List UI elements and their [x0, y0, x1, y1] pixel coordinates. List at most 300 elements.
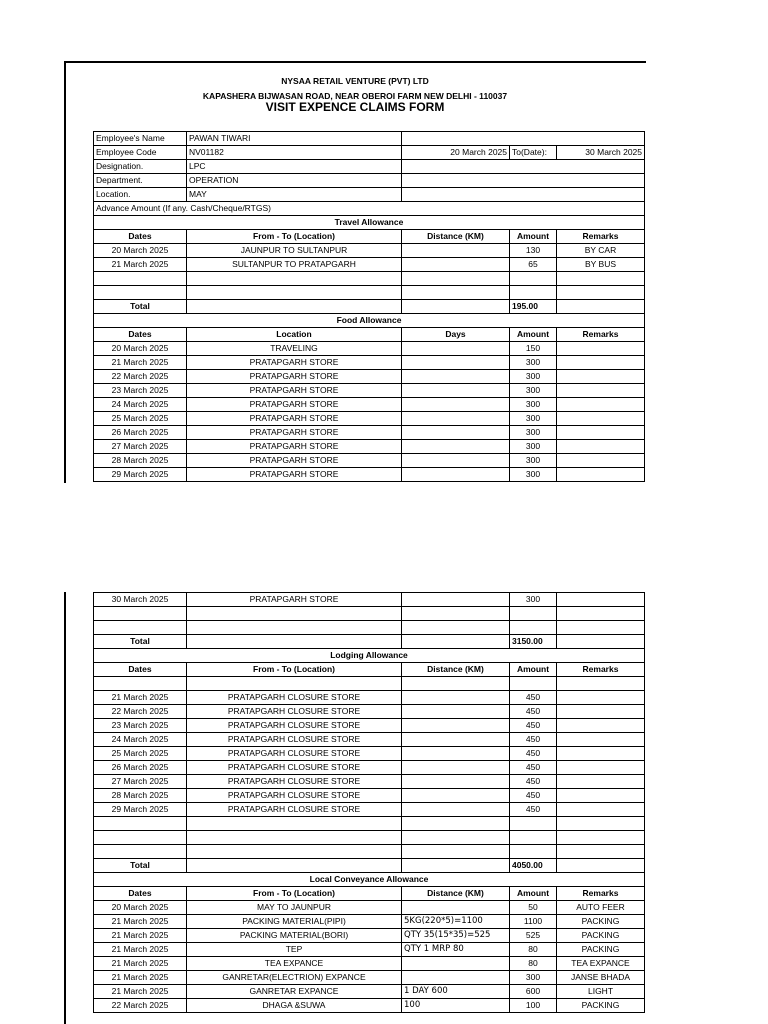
table-row	[94, 356, 645, 370]
table-row	[94, 398, 645, 412]
blank-cell	[402, 621, 510, 635]
advance-label: Advance Amount (If any. Cash/Cheque/RTGS)	[94, 202, 645, 216]
form-page-1	[64, 61, 646, 483]
department-row	[94, 174, 645, 188]
table-cell: PRATAPGARH STORE	[187, 356, 402, 370]
column-header: Days	[402, 328, 510, 342]
table-cell	[402, 426, 510, 440]
table-cell: 21 March 2025	[94, 943, 187, 957]
table-cell: PRATAPGARH STORE	[187, 398, 402, 412]
table-cell	[557, 635, 645, 649]
table-cell: 20 March 2025	[94, 244, 187, 258]
table-cell	[402, 342, 510, 356]
table-cell	[402, 789, 510, 803]
table-cell: PRATAPGARH STORE	[187, 454, 402, 468]
table-row	[94, 943, 645, 957]
table-cell	[557, 412, 645, 426]
table-cell: PRATAPGARH STORE	[187, 412, 402, 426]
table-cell	[402, 957, 510, 971]
table-cell	[402, 244, 510, 258]
column-header: Distance (KM)	[402, 230, 510, 244]
table-cell: 23 March 2025	[94, 384, 187, 398]
blank-cell	[402, 286, 510, 300]
blank-cell	[557, 621, 645, 635]
total-amount: 195.00	[510, 300, 557, 314]
table-cell	[187, 635, 402, 649]
table-cell: 300	[510, 426, 557, 440]
table-cell: 20 March 2025	[94, 342, 187, 356]
table-cell: BY CAR	[557, 244, 645, 258]
column-header: Remarks	[557, 328, 645, 342]
table-cell: 450	[510, 733, 557, 747]
table-cell: 21 March 2025	[94, 957, 187, 971]
table-cell: TEA EXPANCE	[187, 957, 402, 971]
table-cell: 100	[510, 999, 557, 1013]
employee-name-row	[94, 132, 645, 146]
table-cell: 130	[510, 244, 557, 258]
table-row	[94, 244, 645, 258]
table-cell: 24 March 2025	[94, 398, 187, 412]
table-cell	[557, 370, 645, 384]
table-cell	[557, 300, 645, 314]
table-cell	[557, 342, 645, 356]
table-cell: 21 March 2025	[94, 985, 187, 999]
table-cell: PRATAPGARH STORE	[187, 593, 402, 607]
table-cell: 300	[510, 454, 557, 468]
designation-label: Designation.	[94, 160, 187, 174]
location-row	[94, 188, 645, 202]
blank-cell	[402, 272, 510, 286]
header-row	[94, 328, 645, 342]
table-cell	[402, 705, 510, 719]
table-cell	[402, 258, 510, 272]
table-cell: PRATAPGARH CLOSURE STORE	[187, 719, 402, 733]
blank-cell	[510, 831, 557, 845]
table-cell: 450	[510, 761, 557, 775]
blank-cell	[557, 272, 645, 286]
table-cell	[402, 775, 510, 789]
table-row	[94, 342, 645, 356]
table-row	[94, 761, 645, 775]
table-cell	[557, 454, 645, 468]
designation: LPC	[187, 160, 402, 174]
table-cell	[557, 356, 645, 370]
blank-cell	[187, 677, 402, 691]
table-cell	[402, 761, 510, 775]
column-header: Dates	[94, 887, 187, 901]
table-cell: 300	[510, 384, 557, 398]
table-cell: TEP	[187, 943, 402, 957]
table-cell: 21 March 2025	[94, 971, 187, 985]
header-row	[94, 887, 645, 901]
column-header: Amount	[510, 328, 557, 342]
total-row	[94, 859, 645, 873]
table-cell	[402, 593, 510, 607]
table-cell: 50	[510, 901, 557, 915]
blank-cell	[557, 286, 645, 300]
table-cell: 300	[510, 370, 557, 384]
blank-cell	[510, 817, 557, 831]
blank-cell	[510, 621, 557, 635]
total-label: Total	[94, 859, 187, 873]
table-cell: 65	[510, 258, 557, 272]
blank-cell	[94, 677, 187, 691]
header-row	[94, 663, 645, 677]
blank-cell	[94, 621, 187, 635]
table-cell: 21 March 2025	[94, 691, 187, 705]
employee-code-row	[94, 146, 645, 160]
blank-cell	[557, 845, 645, 859]
column-header: From - To (Location)	[187, 230, 402, 244]
blank-cell	[557, 817, 645, 831]
employee-code-label: Employee Code	[94, 146, 187, 160]
column-header: Remarks	[557, 663, 645, 677]
table-cell: 25 March 2025	[94, 412, 187, 426]
table-row	[94, 691, 645, 705]
table-row	[94, 915, 645, 929]
blank-row	[94, 621, 645, 635]
table-cell	[402, 859, 510, 873]
section-title-row	[94, 216, 645, 230]
designation-row	[94, 160, 645, 174]
column-header: From - To (Location)	[187, 663, 402, 677]
table-cell: MAY TO JAUNPUR	[187, 901, 402, 915]
table-cell: PRATAPGARH CLOSURE STORE	[187, 733, 402, 747]
table-row	[94, 999, 645, 1013]
table-cell: QTY 35(15*35)=525	[402, 929, 510, 943]
column-header: Location	[187, 328, 402, 342]
column-header: Dates	[94, 663, 187, 677]
table-row	[94, 412, 645, 426]
table-cell	[402, 719, 510, 733]
table-cell	[402, 747, 510, 761]
table-cell	[402, 733, 510, 747]
table-row	[94, 747, 645, 761]
table-row	[94, 258, 645, 272]
table-cell: 300	[510, 356, 557, 370]
table-cell: LIGHT	[557, 985, 645, 999]
section-title: Food Allowance	[94, 314, 645, 328]
table-cell: 300	[510, 593, 557, 607]
table-cell: 20 March 2025	[94, 901, 187, 915]
column-header: Amount	[510, 230, 557, 244]
table-cell	[402, 132, 645, 146]
table-cell: PRATAPGARH STORE	[187, 370, 402, 384]
table-cell	[557, 719, 645, 733]
blank-cell	[402, 677, 510, 691]
table-cell: QTY 1 MRP 80	[402, 943, 510, 957]
to-date-label: To(Date):	[510, 146, 557, 160]
table-cell	[402, 468, 510, 482]
table-cell: 450	[510, 789, 557, 803]
location: MAY	[187, 188, 402, 202]
table-cell: 22 March 2025	[94, 999, 187, 1013]
blank-cell	[187, 286, 402, 300]
table-cell	[402, 300, 510, 314]
table-row	[94, 985, 645, 999]
table-cell: 600	[510, 985, 557, 999]
table-cell	[187, 300, 402, 314]
table-cell: 26 March 2025	[94, 426, 187, 440]
table-row	[94, 440, 645, 454]
table-row	[94, 971, 645, 985]
blank-row	[94, 272, 645, 286]
blank-cell	[94, 817, 187, 831]
table-cell: 28 March 2025	[94, 454, 187, 468]
table-cell: PACKING MATERIAL(BORI)	[187, 929, 402, 943]
table-cell	[402, 356, 510, 370]
table-cell	[187, 859, 402, 873]
table-cell: 450	[510, 747, 557, 761]
table-cell: PACKING	[557, 929, 645, 943]
blank-cell	[187, 272, 402, 286]
employee-code: NV01182	[187, 146, 402, 160]
table-cell: 30 March 2025	[94, 593, 187, 607]
table-cell	[402, 160, 645, 174]
blank-cell	[94, 845, 187, 859]
table-cell: PRATAPGARH CLOSURE STORE	[187, 747, 402, 761]
form-page-2	[64, 592, 646, 1024]
table-cell: 80	[510, 943, 557, 957]
blank-row	[94, 607, 645, 621]
table-cell	[402, 174, 645, 188]
table-row	[94, 454, 645, 468]
table-cell: 300	[510, 440, 557, 454]
table-cell: 27 March 2025	[94, 775, 187, 789]
table-cell	[557, 789, 645, 803]
column-header: Dates	[94, 230, 187, 244]
total-amount: 3150.00	[510, 635, 557, 649]
table-cell: PACKING	[557, 915, 645, 929]
table-cell	[402, 440, 510, 454]
table-cell	[402, 971, 510, 985]
table-cell: 450	[510, 775, 557, 789]
table-cell	[557, 803, 645, 817]
employee-name: PAWAN TIWARI	[187, 132, 402, 146]
table-cell: DHAGA &SUWA	[187, 999, 402, 1013]
to-date: 30 March 2025	[557, 146, 645, 160]
from-date: 20 March 2025	[402, 146, 510, 160]
table-row	[94, 426, 645, 440]
table-cell: 525	[510, 929, 557, 943]
table-cell: 26 March 2025	[94, 761, 187, 775]
blank-cell	[187, 845, 402, 859]
table-cell: BY BUS	[557, 258, 645, 272]
table-cell: 150	[510, 342, 557, 356]
form-title: VISIT EXPENCE CLAIMS FORM	[265, 100, 445, 114]
header-row	[94, 230, 645, 244]
column-header: From - To (Location)	[187, 887, 402, 901]
table-cell	[402, 188, 645, 202]
table-cell: 80	[510, 957, 557, 971]
table-cell	[402, 398, 510, 412]
blank-cell	[187, 621, 402, 635]
table-cell: PRATAPGARH CLOSURE STORE	[187, 705, 402, 719]
table-cell	[402, 412, 510, 426]
table-cell: 27 March 2025	[94, 440, 187, 454]
blank-row	[94, 677, 645, 691]
blank-cell	[94, 286, 187, 300]
table-cell: JANSE BHADA	[557, 971, 645, 985]
table-row	[94, 901, 645, 915]
table-row	[94, 370, 645, 384]
blank-cell	[94, 607, 187, 621]
table-cell: AUTO FEER	[557, 901, 645, 915]
department-label: Department.	[94, 174, 187, 188]
table-cell	[557, 705, 645, 719]
table-cell: 300	[510, 412, 557, 426]
table-cell: 21 March 2025	[94, 258, 187, 272]
table-cell: 21 March 2025	[94, 915, 187, 929]
table-row	[94, 929, 645, 943]
table-cell: 24 March 2025	[94, 733, 187, 747]
blank-cell	[402, 831, 510, 845]
table-row	[94, 593, 645, 607]
table-cell: 5KG(220*5)=1100	[402, 915, 510, 929]
table-cell: SULTANPUR TO PRATAPGARH	[187, 258, 402, 272]
table-cell: GANRETAR EXPANCE	[187, 985, 402, 999]
table-row	[94, 384, 645, 398]
location-label: Location.	[94, 188, 187, 202]
blank-row	[94, 845, 645, 859]
blank-cell	[557, 677, 645, 691]
table-cell: 100	[402, 999, 510, 1013]
table-cell	[557, 775, 645, 789]
department: OPERATION	[187, 174, 402, 188]
table-cell: 450	[510, 691, 557, 705]
table-row	[94, 705, 645, 719]
table-cell	[557, 384, 645, 398]
total-label: Total	[94, 300, 187, 314]
table-cell	[557, 468, 645, 482]
table-cell: PRATAPGARH CLOSURE STORE	[187, 775, 402, 789]
column-header: Dates	[94, 328, 187, 342]
table-cell	[557, 691, 645, 705]
employee-name-label: Employee's Name	[94, 132, 187, 146]
table-cell: 1100	[510, 915, 557, 929]
blank-cell	[510, 677, 557, 691]
column-header: Remarks	[557, 230, 645, 244]
table-cell: 28 March 2025	[94, 789, 187, 803]
blank-cell	[402, 845, 510, 859]
column-header: Amount	[510, 663, 557, 677]
table-row	[94, 803, 645, 817]
table-cell: 1 DAY 600	[402, 985, 510, 999]
table-cell: TEA EXPANCE	[557, 957, 645, 971]
table-cell	[557, 426, 645, 440]
table-cell: GANRETAR(ELECTRION) EXPANCE	[187, 971, 402, 985]
table-cell: 29 March 2025	[94, 803, 187, 817]
blank-cell	[510, 845, 557, 859]
table-cell	[402, 635, 510, 649]
blank-row	[94, 831, 645, 845]
table-cell	[402, 454, 510, 468]
table-cell: 22 March 2025	[94, 705, 187, 719]
blank-cell	[510, 272, 557, 286]
column-header: Remarks	[557, 887, 645, 901]
table-cell: JAUNPUR TO SULTANPUR	[187, 244, 402, 258]
blank-cell	[94, 272, 187, 286]
table-cell: 22 March 2025	[94, 370, 187, 384]
table-cell: 300	[510, 971, 557, 985]
table-cell	[402, 370, 510, 384]
total-amount: 4050.00	[510, 859, 557, 873]
table-cell: PRATAPGARH CLOSURE STORE	[187, 803, 402, 817]
section-title-row	[94, 873, 645, 887]
table-row	[94, 733, 645, 747]
blank-row	[94, 286, 645, 300]
table-cell	[557, 440, 645, 454]
table-cell	[557, 733, 645, 747]
advance-row	[94, 202, 645, 216]
table-row	[94, 789, 645, 803]
claims-table-top	[93, 131, 645, 482]
table-cell	[402, 803, 510, 817]
table-cell	[402, 384, 510, 398]
table-cell	[557, 593, 645, 607]
blank-cell	[187, 817, 402, 831]
table-cell: 29 March 2025	[94, 468, 187, 482]
table-cell: 21 March 2025	[94, 356, 187, 370]
section-title: Lodging Allowance	[94, 649, 645, 663]
blank-cell	[402, 607, 510, 621]
blank-cell	[510, 286, 557, 300]
table-row	[94, 775, 645, 789]
section-title-row	[94, 314, 645, 328]
column-header: Distance (KM)	[402, 663, 510, 677]
section-title-row	[94, 649, 645, 663]
table-cell: PRATAPGARH CLOSURE STORE	[187, 789, 402, 803]
total-row	[94, 300, 645, 314]
company-name: NYSAA RETAIL VENTURE (PVT) LTD	[281, 76, 429, 86]
table-cell: 300	[510, 468, 557, 482]
table-cell: PRATAPGARH STORE	[187, 468, 402, 482]
section-title: Local Conveyance Allowance	[94, 873, 645, 887]
section-title: Travel Allowance	[94, 216, 645, 230]
table-cell: 25 March 2025	[94, 747, 187, 761]
blank-cell	[557, 831, 645, 845]
total-row	[94, 635, 645, 649]
blank-cell	[94, 831, 187, 845]
claims-table-bottom	[93, 592, 645, 1013]
table-cell: TRAVELING	[187, 342, 402, 356]
blank-cell	[187, 831, 402, 845]
table-row	[94, 468, 645, 482]
table-cell	[402, 901, 510, 915]
column-header: Distance (KM)	[402, 887, 510, 901]
table-cell: 21 March 2025	[94, 929, 187, 943]
table-row	[94, 719, 645, 733]
table-cell: 23 March 2025	[94, 719, 187, 733]
table-cell: PRATAPGARH STORE	[187, 426, 402, 440]
table-cell: 450	[510, 719, 557, 733]
table-cell	[402, 691, 510, 705]
blank-cell	[187, 607, 402, 621]
table-cell	[557, 859, 645, 873]
total-label: Total	[94, 635, 187, 649]
table-cell: PACKING MATERIAL(PIPI)	[187, 915, 402, 929]
column-header: Amount	[510, 887, 557, 901]
blank-row	[94, 817, 645, 831]
table-cell: PACKING	[557, 999, 645, 1013]
table-cell: PRATAPGARH CLOSURE STORE	[187, 691, 402, 705]
table-cell: 450	[510, 705, 557, 719]
blank-cell	[402, 817, 510, 831]
table-cell: PRATAPGARH STORE	[187, 384, 402, 398]
table-cell: PRATAPGARH CLOSURE STORE	[187, 761, 402, 775]
table-cell	[557, 761, 645, 775]
company-address: KAPASHERA BIJWASAN ROAD, NEAR OBEROI FARM NEW DELHI - 110037	[202, 91, 508, 101]
